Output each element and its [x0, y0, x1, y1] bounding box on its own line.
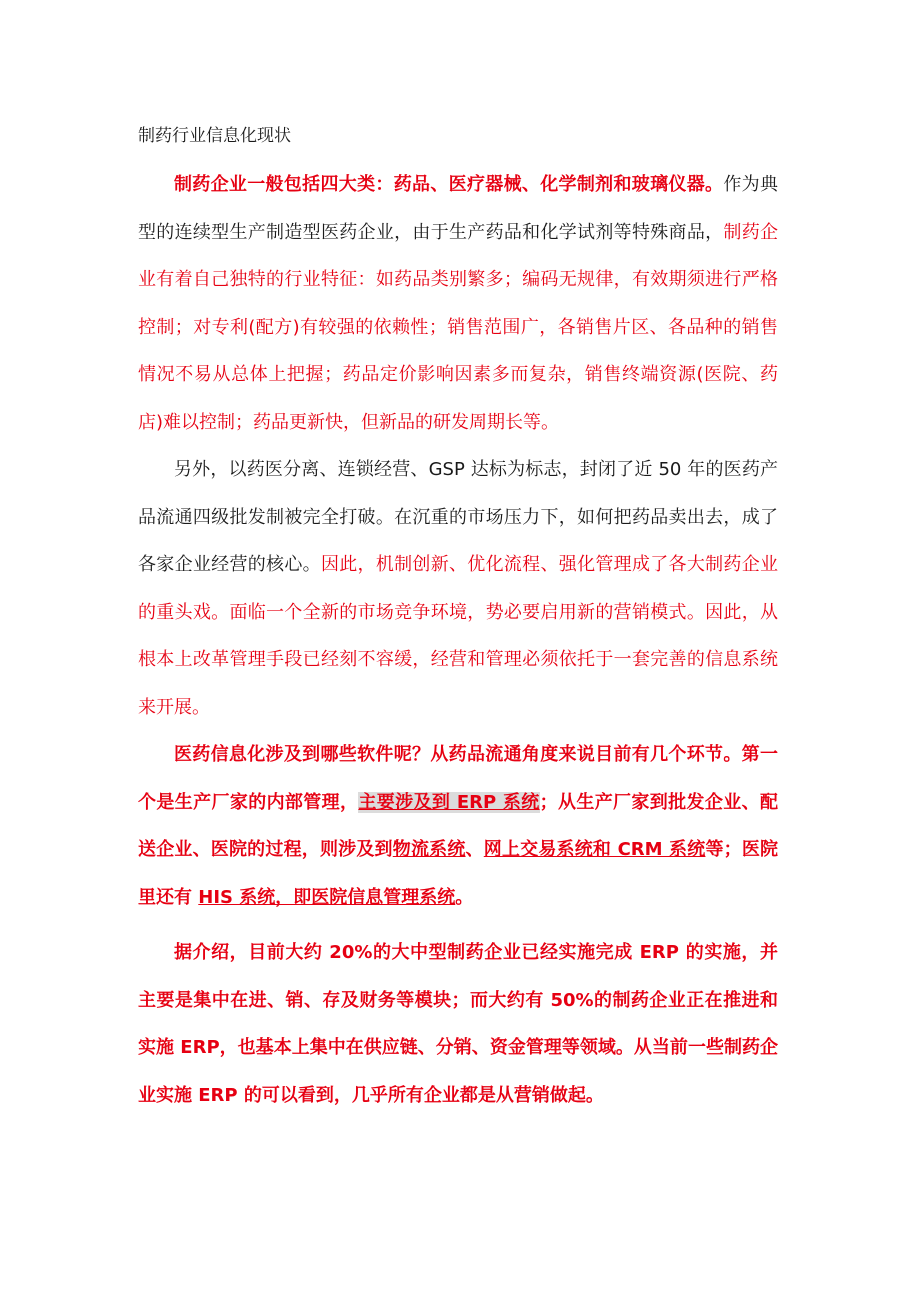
paragraph-software — [138, 731, 778, 921]
body-text: 医药信息化涉及到哪些软件呢？从药品流通角度来说目前有几个环节。第一个是生产厂家的内部管理， — [138, 744, 778, 813]
paragraph-categories — [138, 161, 778, 446]
erp-system-link[interactable]: 主要涉及到 ERP 系统 — [358, 791, 540, 813]
paragraph-erp-adoption — [138, 929, 778, 1119]
body-text: 据介绍，目前大约 20%的大中型制药企业已经实施完成 ERP 的实施，并主要是集中在进、销、存及财务等模块；而大约有 50%的制药企业正在推进和实施 ERP，也基本上集中在供应链、分销、资金管理等领域。从当前一些制药企业实施 ERP 的可以看到，几乎所有企业都是从营销做起。 — [138, 942, 778, 1106]
trading-crm-system-link[interactable]: 网上交易系统和 CRM 系统 — [483, 839, 706, 860]
body-text: 等；医院里还有 — [138, 839, 779, 908]
body-text: ；从生产厂家到批发企业、配送企业、医院的过程，则涉及到 — [138, 791, 778, 860]
red-text: 因此，机制创新、优化流程、强化管理成了各大制药企业的重头戏。面临一个全新的市场竞争环境，势必要启用新的营销模式。因此，从根本上改革管理手段已经刻不容缓，经营和管理必须依托于一套完善的信息系统来开展。 — [138, 554, 779, 718]
body-text: 。 — [455, 886, 474, 908]
document-title: 制药行业信息化现状 — [138, 126, 291, 146]
body-text: 作为典型的连续型生产制造型医药企业，由于生产药品和化学试剂等特殊商品， — [138, 174, 778, 243]
paragraph-market — [138, 446, 778, 731]
body-text: 另外，以药医分离、连锁经营、GSP 达标为标志，封闭了近 50 年的医药产品流通四级批发制被完全打破。在沉重的市场压力下，如何把药品卖出去，成了各家企业经营的核心。 — [138, 459, 778, 575]
red-text: 制药企业有着自己独特的行业特征：如药品类别繁多；编码无规律，有效期须进行严格控制；对专利(配方)有较强的依赖性；销售范围广，各销售片区、各品种的销售情况不易从总体上把握；药品定价影响因素多而复杂，销售终端资源(医院、药店)难以控制；药品更新快，但新品的研发周期长等。 — [138, 221, 779, 433]
logistics-system-link[interactable]: 物流系统 — [392, 839, 466, 860]
bold-red-text: 制药企业一般包括四大类：药品、医疗器械、化学制剂和玻璃仪器。 — [174, 174, 724, 195]
his-system-link[interactable]: HIS 系统，即医院信息管理系统 — [198, 886, 456, 908]
body-text: 、 — [465, 839, 484, 860]
